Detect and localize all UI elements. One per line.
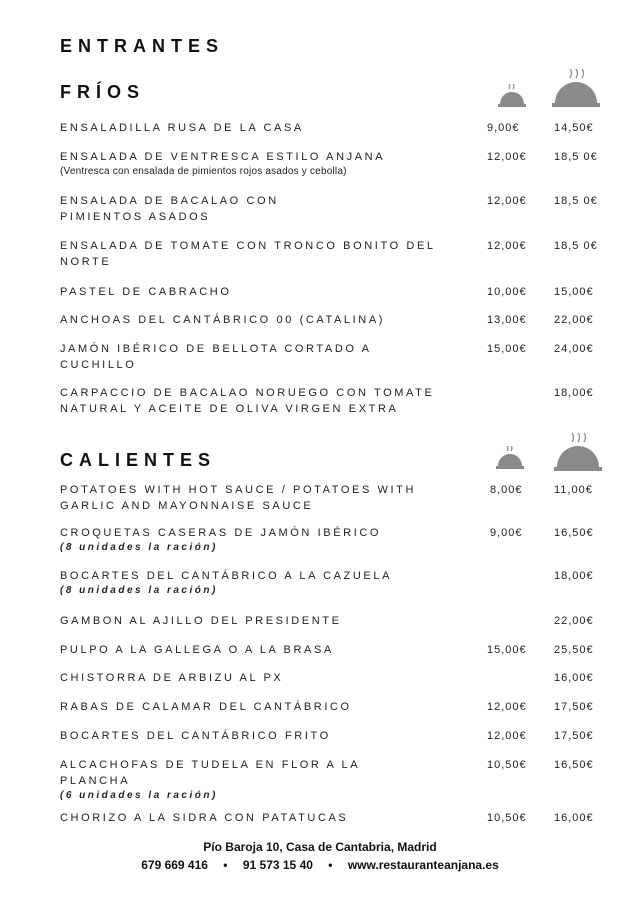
price-small: 10,50€ bbox=[487, 812, 527, 824]
price-large: 16,00€ bbox=[554, 672, 594, 684]
price-large: 18,5 0€ bbox=[554, 195, 598, 207]
menu-item bbox=[60, 757, 620, 803]
price-large: 18,5 0€ bbox=[554, 151, 598, 163]
item-name: ENSALADA DE BACALAO CON PIMIENTOS ASADOS bbox=[60, 195, 279, 223]
menu-item bbox=[60, 670, 620, 686]
menu-item bbox=[60, 728, 620, 744]
item-name: CHORIZO A LA SIDRA CON PATATUCAS bbox=[60, 812, 349, 824]
small-cloche-icon bbox=[494, 446, 526, 472]
footer-contact bbox=[0, 858, 640, 872]
menu-item bbox=[60, 149, 620, 179]
item-name: BOCARTES DEL CANTÁBRICO FRITO bbox=[60, 730, 331, 742]
price-large: 22,00€ bbox=[554, 615, 594, 627]
item-name: PASTEL DE CABRACHO bbox=[60, 286, 232, 298]
price-large: 18,5 0€ bbox=[554, 240, 598, 252]
item-description: (Ventresca con ensalada de pimientos rojos asados y cebolla) bbox=[60, 166, 347, 177]
menu-item bbox=[60, 613, 620, 629]
item-name: ENSALADILLA RUSA DE LA CASA bbox=[60, 122, 304, 134]
price-large: 17,50€ bbox=[554, 730, 594, 742]
menu-item bbox=[60, 482, 620, 514]
price-large: 24,00€ bbox=[554, 343, 594, 355]
price-small: 12,00€ bbox=[487, 730, 527, 742]
large-cloche-icon bbox=[552, 432, 604, 474]
price-small: 12,00€ bbox=[487, 240, 527, 252]
price-small: 13,00€ bbox=[487, 314, 527, 326]
item-name: ALCACHOFAS DE TUDELA EN FLOR A LA PLANCHA bbox=[60, 759, 360, 787]
item-name: ENSALADA DE VENTRESCA ESTILO ANJANA bbox=[60, 151, 386, 163]
price-small: 9,00€ bbox=[487, 122, 520, 134]
item-name: PULPO A LA GALLEGA O A LA BRASA bbox=[60, 644, 334, 656]
phone-2: 91 573 15 40 bbox=[242, 858, 313, 872]
price-small: 12,00€ bbox=[487, 701, 527, 713]
item-note: (8 unidades la ración) bbox=[60, 542, 218, 553]
menu-item bbox=[60, 385, 620, 417]
price-large: 14,50€ bbox=[554, 122, 594, 134]
section-title-calientes: CALIENTES bbox=[60, 450, 217, 470]
menu-item bbox=[60, 238, 620, 270]
menu-item bbox=[60, 810, 620, 826]
item-name: GAMBON AL AJILLO DEL PRESIDENTE bbox=[60, 615, 342, 627]
price-small: 9,00€ bbox=[490, 527, 523, 539]
price-small: 15,00€ bbox=[487, 343, 527, 355]
menu-item bbox=[60, 193, 620, 225]
price-small: 12,00€ bbox=[487, 195, 527, 207]
separator: • bbox=[223, 858, 228, 872]
price-large: 11,00€ bbox=[554, 484, 593, 496]
item-name: CHISTORRA DE ARBIZU AL PX bbox=[60, 672, 284, 684]
separator: • bbox=[328, 858, 333, 872]
page-title: ENTRANTES bbox=[60, 36, 225, 56]
item-name: CARPACCIO DE BACALAO NORUEGO CON TOMATE NATURAL Y ACEITE DE OLIVA VIRGEN EXTRA bbox=[60, 387, 435, 415]
item-name: JAMÓN IBÉRICO DE BELLOTA CORTADO A CUCHILLO bbox=[60, 343, 371, 371]
price-small: 12,00€ bbox=[487, 151, 527, 163]
menu-item bbox=[60, 284, 620, 300]
item-name: ENSALADA DE TOMATE CON TRONCO BONITO DEL NORTE bbox=[60, 240, 436, 268]
price-large: 16,50€ bbox=[554, 759, 594, 771]
small-cloche-icon bbox=[496, 84, 528, 110]
section-title-frios: FRÍOS bbox=[60, 82, 146, 102]
price-large: 16,50€ bbox=[554, 527, 594, 539]
price-large: 17,50€ bbox=[554, 701, 594, 713]
price-large: 18,00€ bbox=[554, 387, 594, 399]
price-small: 10,50€ bbox=[487, 759, 527, 771]
item-note: (8 unidades la ración) bbox=[60, 585, 218, 596]
item-name: POTATOES WITH HOT SAUCE / POTATOES WITH GARLIC AND MAYONNAISE SAUCE bbox=[60, 484, 417, 512]
item-note: (6 unidades la ración) bbox=[60, 790, 218, 801]
price-large: 18,00€ bbox=[554, 570, 594, 582]
price-large: 16,00€ bbox=[554, 812, 594, 824]
menu-item bbox=[60, 525, 620, 555]
menu-item bbox=[60, 312, 620, 328]
menu-item bbox=[60, 120, 620, 136]
item-name: BOCARTES DEL CANTÁBRICO A LA CAZUELA bbox=[60, 570, 393, 582]
price-small: 15,00€ bbox=[487, 644, 527, 656]
price-large: 22,00€ bbox=[554, 314, 594, 326]
menu-item bbox=[60, 642, 620, 658]
footer-address: Pío Baroja 10, Casa de Cantabria, Madrid bbox=[203, 840, 437, 854]
price-small: 8,00€ bbox=[490, 484, 523, 496]
item-name: CROQUETAS CASERAS DE JAMÓN IBÉRICO bbox=[60, 527, 382, 539]
menu-item bbox=[60, 699, 620, 715]
price-large: 15,00€ bbox=[554, 286, 594, 298]
price-large: 25,50€ bbox=[554, 644, 594, 656]
phone-1: 679 669 416 bbox=[141, 858, 208, 872]
menu-item bbox=[60, 341, 620, 373]
price-small: 10,00€ bbox=[487, 286, 527, 298]
website-link[interactable]: www.restauranteanjana.es bbox=[347, 858, 499, 872]
item-name: ANCHOAS DEL CANTÁBRICO 00 (CATALINA) bbox=[60, 314, 386, 326]
item-name: RABAS DE CALAMAR DEL CANTÁBRICO bbox=[60, 701, 352, 713]
large-cloche-icon bbox=[550, 68, 602, 110]
menu-item bbox=[60, 568, 620, 598]
